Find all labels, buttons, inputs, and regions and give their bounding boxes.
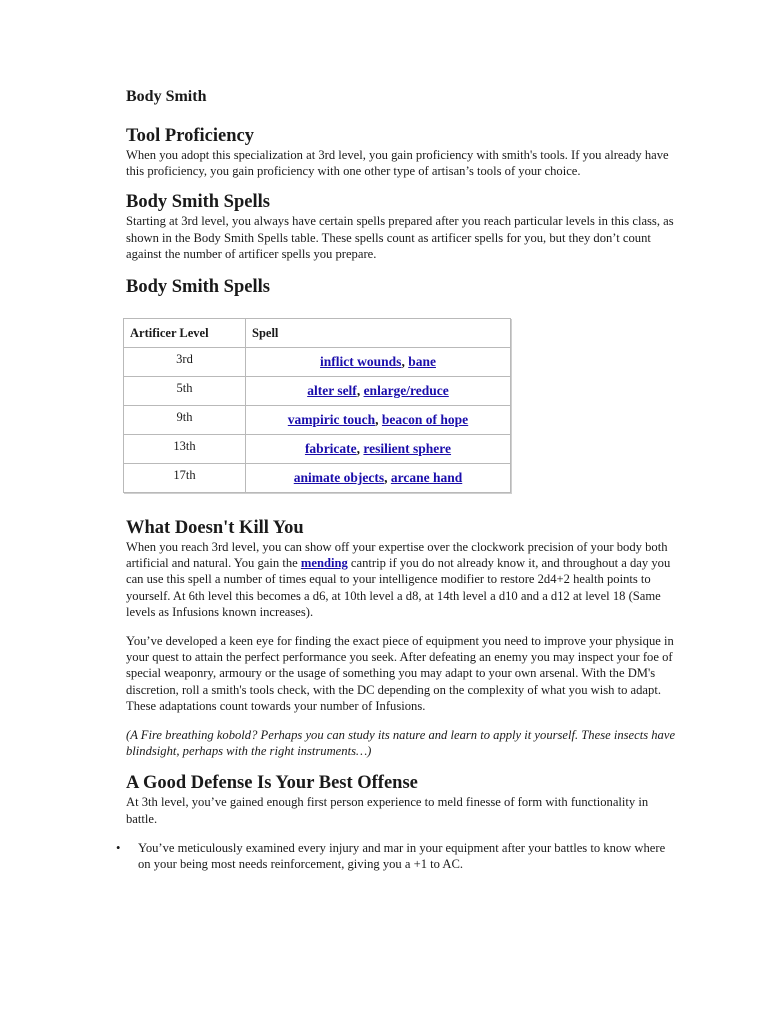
table-cell-spell — [246, 377, 511, 406]
list-item-text: You’ve meticulously examined every injury and mar in your equipment after your battles to know where on your being most needs reinforcement, giving you a +1 to AC. — [138, 840, 666, 872]
spacer — [126, 827, 678, 840]
kill-text-after-link: cantrip if you do not already know it, and throughout a day you can use this spell a number of times equal to your intelligence modifier to restore 2d4+2 health points to yourself. At 6th level this becomes a d6, at 10th level a d8, at 14th level a d10 and a d12 at level 18 (Same levels as Infusions known increases). — [126, 556, 671, 619]
spacer — [126, 759, 678, 772]
table-cell-level: 13th — [124, 435, 246, 464]
spell-link[interactable]: fabricate — [304, 441, 357, 457]
spacer — [126, 714, 678, 727]
spell-link[interactable]: beacon of hope — [381, 412, 469, 428]
list-item — [116, 840, 678, 872]
table-header-row — [124, 319, 511, 348]
spell-separator: , — [356, 441, 364, 457]
spells-intro-heading: Body Smith Spells — [126, 192, 270, 213]
spacer — [126, 262, 678, 276]
spell-link[interactable]: resilient sphere — [363, 441, 452, 457]
spell-link[interactable]: arcane hand — [390, 470, 463, 486]
spacer — [126, 179, 678, 191]
table-cell-level: 5th — [124, 377, 246, 406]
spell-link[interactable]: alter self — [307, 383, 357, 399]
defense-heading: A Good Defense Is Your Best Offense — [126, 773, 418, 794]
spacer — [126, 620, 678, 633]
table-cell-spell — [246, 435, 511, 464]
spells-intro-text: Starting at 3rd level, you always have certain spells prepared after you reach particular levels in this class, as shown in the Body Smith Spells table. These spells count as artificer spells for you, but they don’t count against the number of artificer spells you prepare. — [126, 214, 674, 261]
table-cell-spell — [246, 464, 511, 493]
table-cell-spell — [246, 406, 511, 435]
spacer — [126, 298, 678, 318]
bullet-icon: • — [116, 840, 121, 855]
defense-bullet-list — [116, 840, 678, 872]
spells-table — [123, 318, 511, 493]
table-row — [124, 348, 511, 377]
spell-link[interactable]: vampiric touch — [287, 412, 376, 428]
spell-link[interactable]: animate objects — [293, 470, 385, 486]
mending-link[interactable]: mending — [300, 556, 348, 571]
column-header-spell: Spell — [246, 319, 511, 348]
document-title: Body Smith — [126, 88, 207, 105]
spell-separator: , — [384, 470, 391, 486]
document-page — [116, 86, 678, 872]
defense-text: At 3th level, you’ve gained enough first person experience to meld finesse of form with functionality in battle. — [126, 795, 649, 826]
spell-link[interactable]: inflict wounds — [320, 354, 402, 370]
table-cell-level: 17th — [124, 464, 246, 493]
table-row — [124, 435, 511, 464]
spells-table-heading: Body Smith Spells — [126, 277, 270, 298]
column-header-level: Artificer Level — [124, 319, 246, 348]
spell-separator: , — [401, 354, 409, 370]
spell-separator: , — [375, 412, 382, 428]
table-row — [124, 377, 511, 406]
table-cell-level: 9th — [124, 406, 246, 435]
table-row — [124, 464, 511, 493]
kill-paragraph-3: (A Fire breathing kobold? Perhaps you can study its nature and learn to apply it yourself. These insects have blindsight, perhaps with the right instruments…) — [126, 728, 676, 759]
spell-separator: , — [356, 383, 364, 399]
spell-link[interactable]: enlarge/reduce — [363, 383, 449, 399]
spacer — [126, 493, 678, 517]
table-cell-spell — [246, 348, 511, 377]
spell-link[interactable]: bane — [408, 354, 436, 370]
kill-text-before-link: When you reach 3rd level, you can show off your expertise over the clockwork precision of your body both artificial and natural. You gain the — [126, 540, 668, 571]
kill-paragraph-2: You’ve developed a keen eye for finding the exact piece of equipment you need to improve your physique in your quest to attain the perfect performance you seek. After defeating an enemy you may inspect your foe of special weaponry, armoury or the usage of something you may adapt to your own arsenal. With the DM's discretion, roll a smith's tools check, with the DC depending on the complexity of what you wish to adapt. These adaptations count towards your number of Infusions. — [126, 634, 674, 713]
spacer — [126, 108, 678, 125]
table-cell-level: 3rd — [124, 348, 246, 377]
tool-proficiency-text: When you adopt this specialization at 3rd level, you gain proficiency with smith's tools. If you already have this proficiency, you gain proficiency with one other type of artisan’s tools of your choice. — [126, 148, 669, 179]
kill-paragraph-1 — [126, 539, 678, 620]
table-row — [124, 406, 511, 435]
kill-heading: What Doesn't Kill You — [126, 518, 304, 539]
tool-proficiency-heading: Tool Proficiency — [126, 126, 254, 146]
